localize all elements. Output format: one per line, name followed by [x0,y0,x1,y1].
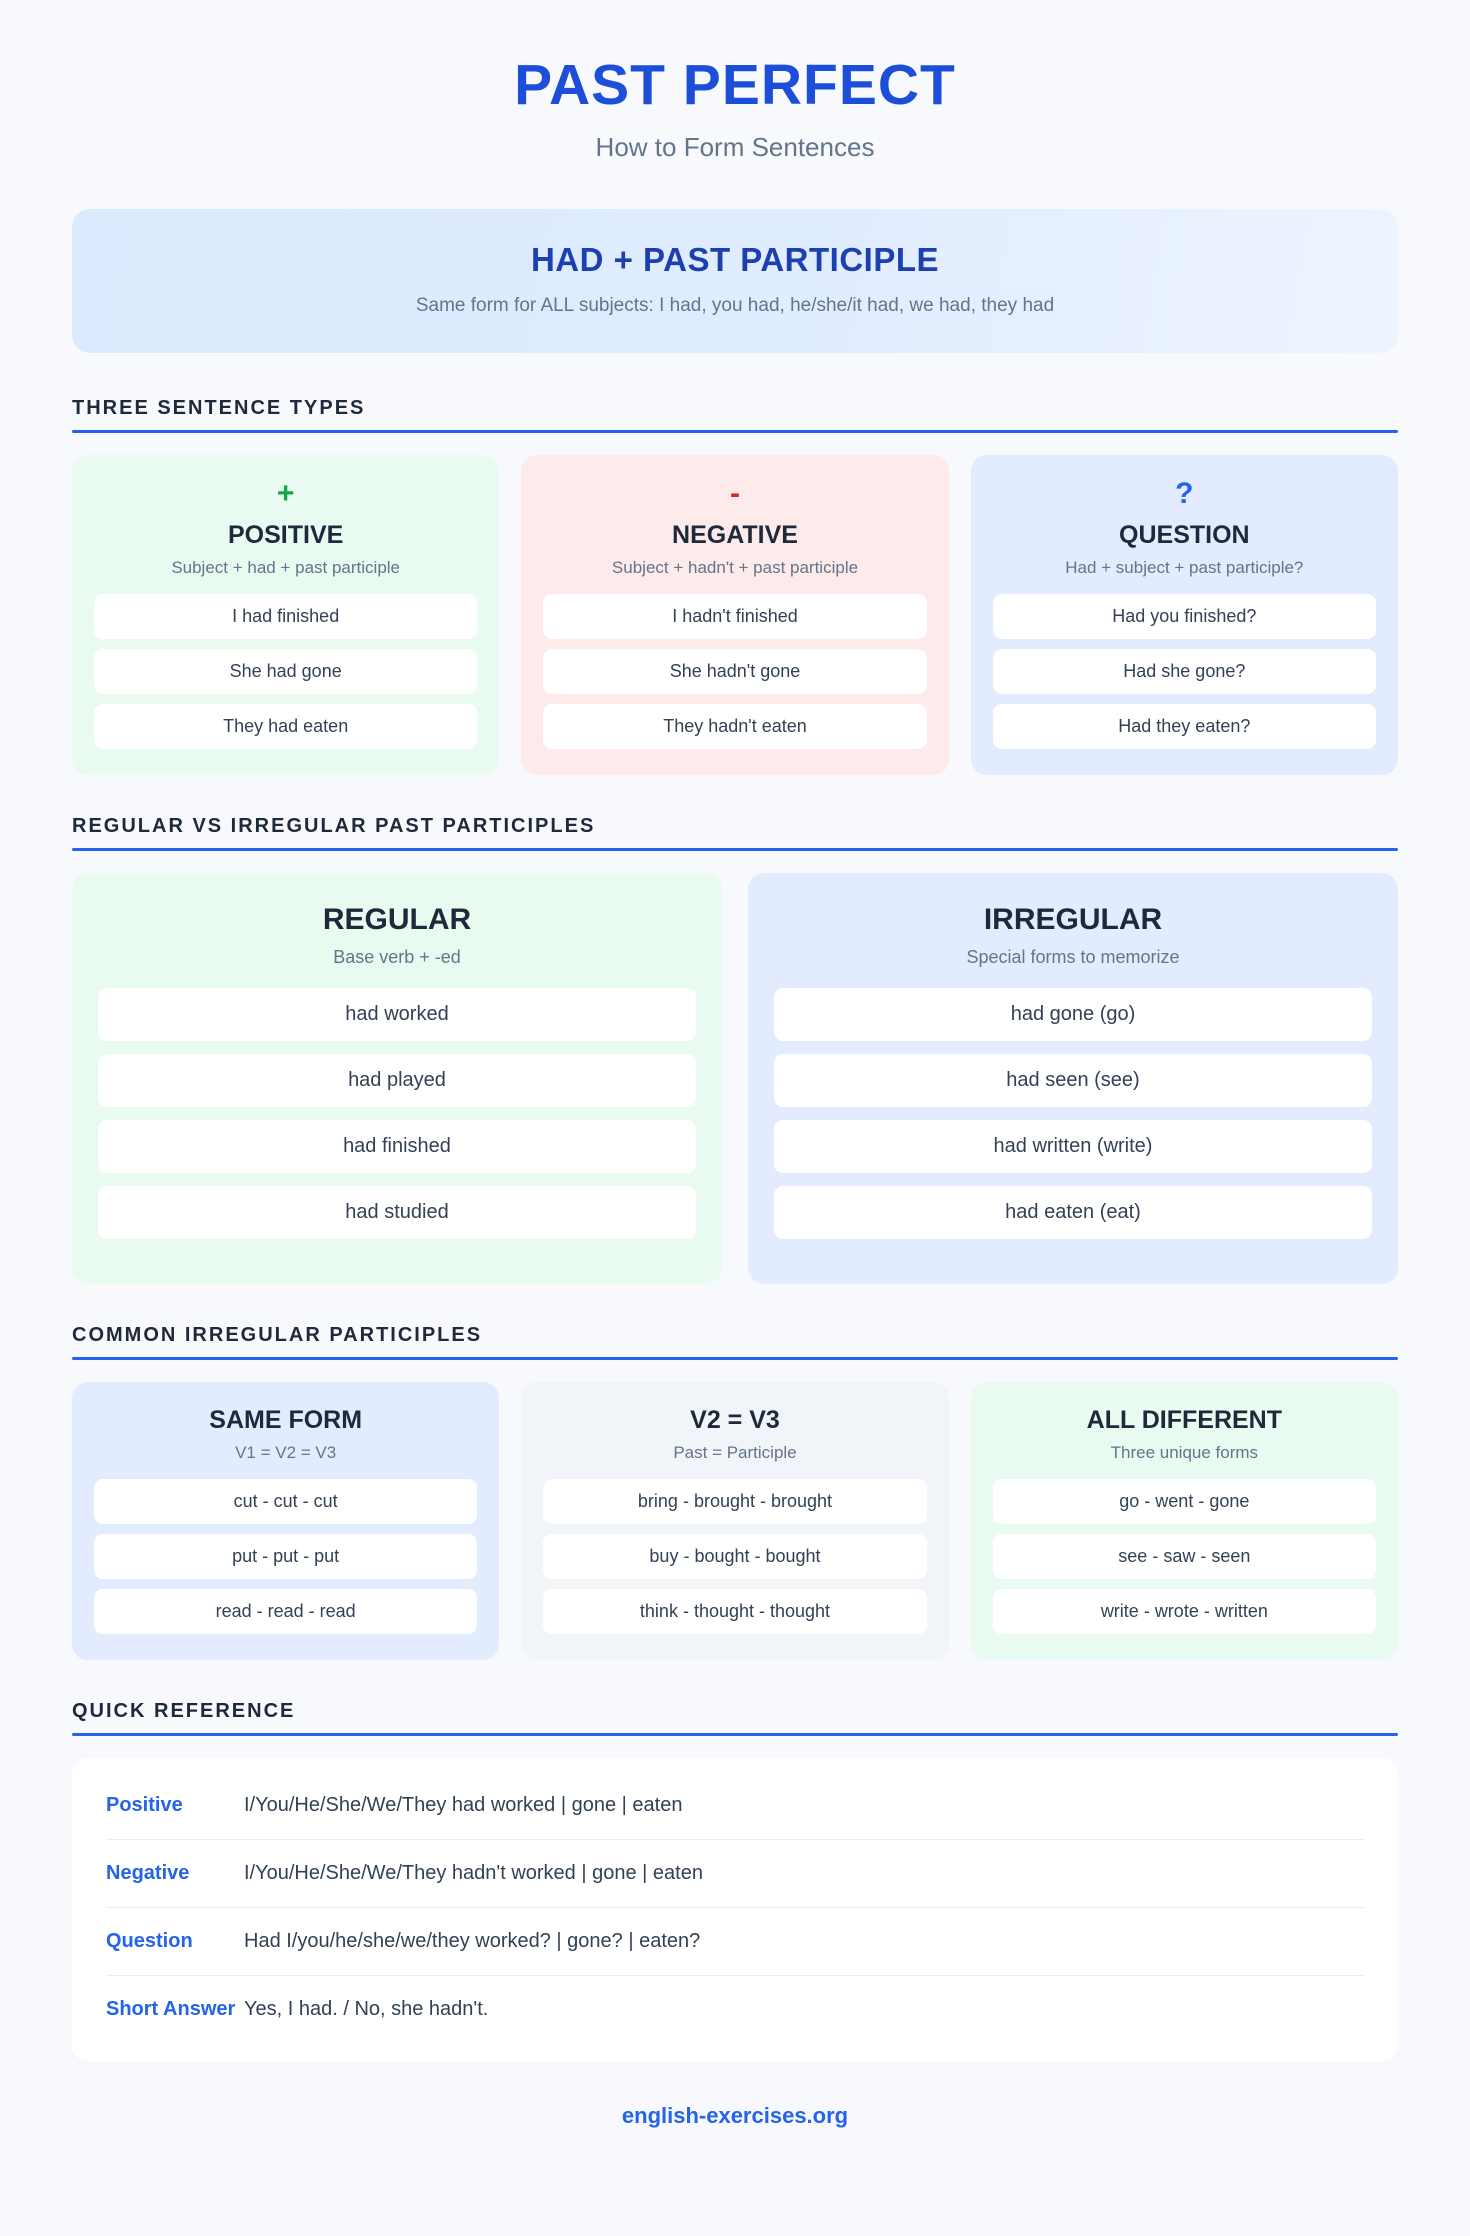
card-title-question: QUESTION [1119,521,1250,549]
card-title-v2-equals-v3: V2 = V3 [690,1406,780,1434]
example-item: I had finished [94,594,477,639]
example-item: had eaten (eat) [774,1186,1372,1239]
card-pattern-regular: Base verb + -ed [333,947,461,967]
example-item: had played [98,1054,696,1107]
example-item: had written (write) [774,1120,1372,1173]
section-divider [72,430,1398,433]
card-v2-equals-v3 [521,1382,948,1660]
card-same-form [72,1382,499,1660]
card-question [971,455,1398,775]
card-title-negative: NEGATIVE [672,521,798,549]
example-item: write - wrote - written [993,1589,1376,1634]
section-heading-regular-irregular: REGULAR VS IRREGULAR PAST PARTICIPLES [72,815,596,837]
sentence-types-grid [72,455,1398,775]
row-label: Question [106,1930,193,1952]
example-item: had finished [98,1120,696,1173]
example-item: think - thought - thought [543,1589,926,1634]
example-item: She hadn't gone [543,649,926,694]
row-label: Short Answer [106,1998,236,2020]
card-title-all-different: ALL DIFFERENT [1086,1406,1283,1434]
example-item: Had you finished? [993,594,1376,639]
card-pattern-irregular: Special forms to memorize [966,947,1180,967]
example-item: buy - bought - bought [543,1534,926,1579]
card-pattern-positive: Subject + had + past participle [171,558,401,577]
example-item: had gone (go) [774,988,1372,1041]
row-value: Yes, I had. / No, she hadn't. [244,1998,489,2020]
plus-icon: + [276,477,295,510]
card-all-different [971,1382,1398,1660]
card-pattern-negative: Subject + hadn't + past participle [611,558,859,577]
card-irregular [748,873,1398,1284]
table-row [106,1840,1364,1908]
question-mark-icon: ? [1175,477,1194,510]
card-positive [72,455,499,775]
example-item: bring - brought - brought [543,1479,926,1524]
formula-title: HAD + PAST PARTICIPLE [530,241,940,278]
example-item: had studied [98,1186,696,1239]
example-item: had seen (see) [774,1054,1372,1107]
example-item: see - saw - seen [993,1534,1376,1579]
row-value: I/You/He/She/We/They had worked | gone | eaten [244,1794,683,1816]
formula-banner [72,209,1398,353]
footer-site-link[interactable]: english-exercises.org [621,2103,849,2128]
card-regular [72,873,722,1284]
example-item: had worked [98,988,696,1041]
example-item: Had she gone? [993,649,1376,694]
table-row [106,1976,1364,2043]
card-pattern-all-different: Three unique forms [1110,1443,1259,1462]
row-value: I/You/He/She/We/They hadn't worked | gone | eaten [244,1862,703,1884]
page-subtitle: How to Form Sentences [595,132,875,162]
section-heading-quick-reference: QUICK REFERENCE [72,1700,296,1722]
card-title-regular: REGULAR [322,903,472,936]
page-title: PAST PERFECT [514,53,956,117]
example-item: They hadn't eaten [543,704,926,749]
table-row [106,1908,1364,1976]
irregular-groups-grid [72,1382,1398,1660]
card-negative [521,455,948,775]
table-row [106,1772,1364,1840]
example-item: I hadn't finished [543,594,926,639]
formula-note: Same form for ALL subjects: I had, you had, he/she/it had, we had, they had [415,295,1055,316]
card-title-same-form: SAME FORM [209,1406,363,1434]
row-label: Positive [106,1794,183,1816]
card-title-positive: POSITIVE [228,521,344,549]
row-label: Negative [106,1862,190,1884]
quick-reference-table [72,1758,1398,2061]
row-value: Had I/you/he/she/we/they worked? | gone? | eaten? [244,1930,701,1952]
example-item: read - read - read [94,1589,477,1634]
example-item: go - went - gone [993,1479,1376,1524]
example-item: She had gone [94,649,477,694]
card-pattern-question: Had + subject + past participle? [1065,558,1304,577]
minus-icon: - [729,477,740,510]
example-item: They had eaten [94,704,477,749]
participles-grid [72,873,1398,1284]
section-divider [72,1357,1398,1360]
section-heading-sentence-types: THREE SENTENCE TYPES [72,397,366,419]
section-heading-common-irregular: COMMON IRREGULAR PARTICIPLES [72,1324,483,1346]
card-pattern-same-form: V1 = V2 = V3 [235,1443,337,1462]
section-divider [72,1733,1398,1736]
section-divider [72,848,1398,851]
card-pattern-v2-equals-v3: Past = Participle [673,1443,797,1462]
card-title-irregular: IRREGULAR [983,903,1163,936]
example-item: cut - cut - cut [94,1479,477,1524]
example-item: Had they eaten? [993,704,1376,749]
example-item: put - put - put [94,1534,477,1579]
